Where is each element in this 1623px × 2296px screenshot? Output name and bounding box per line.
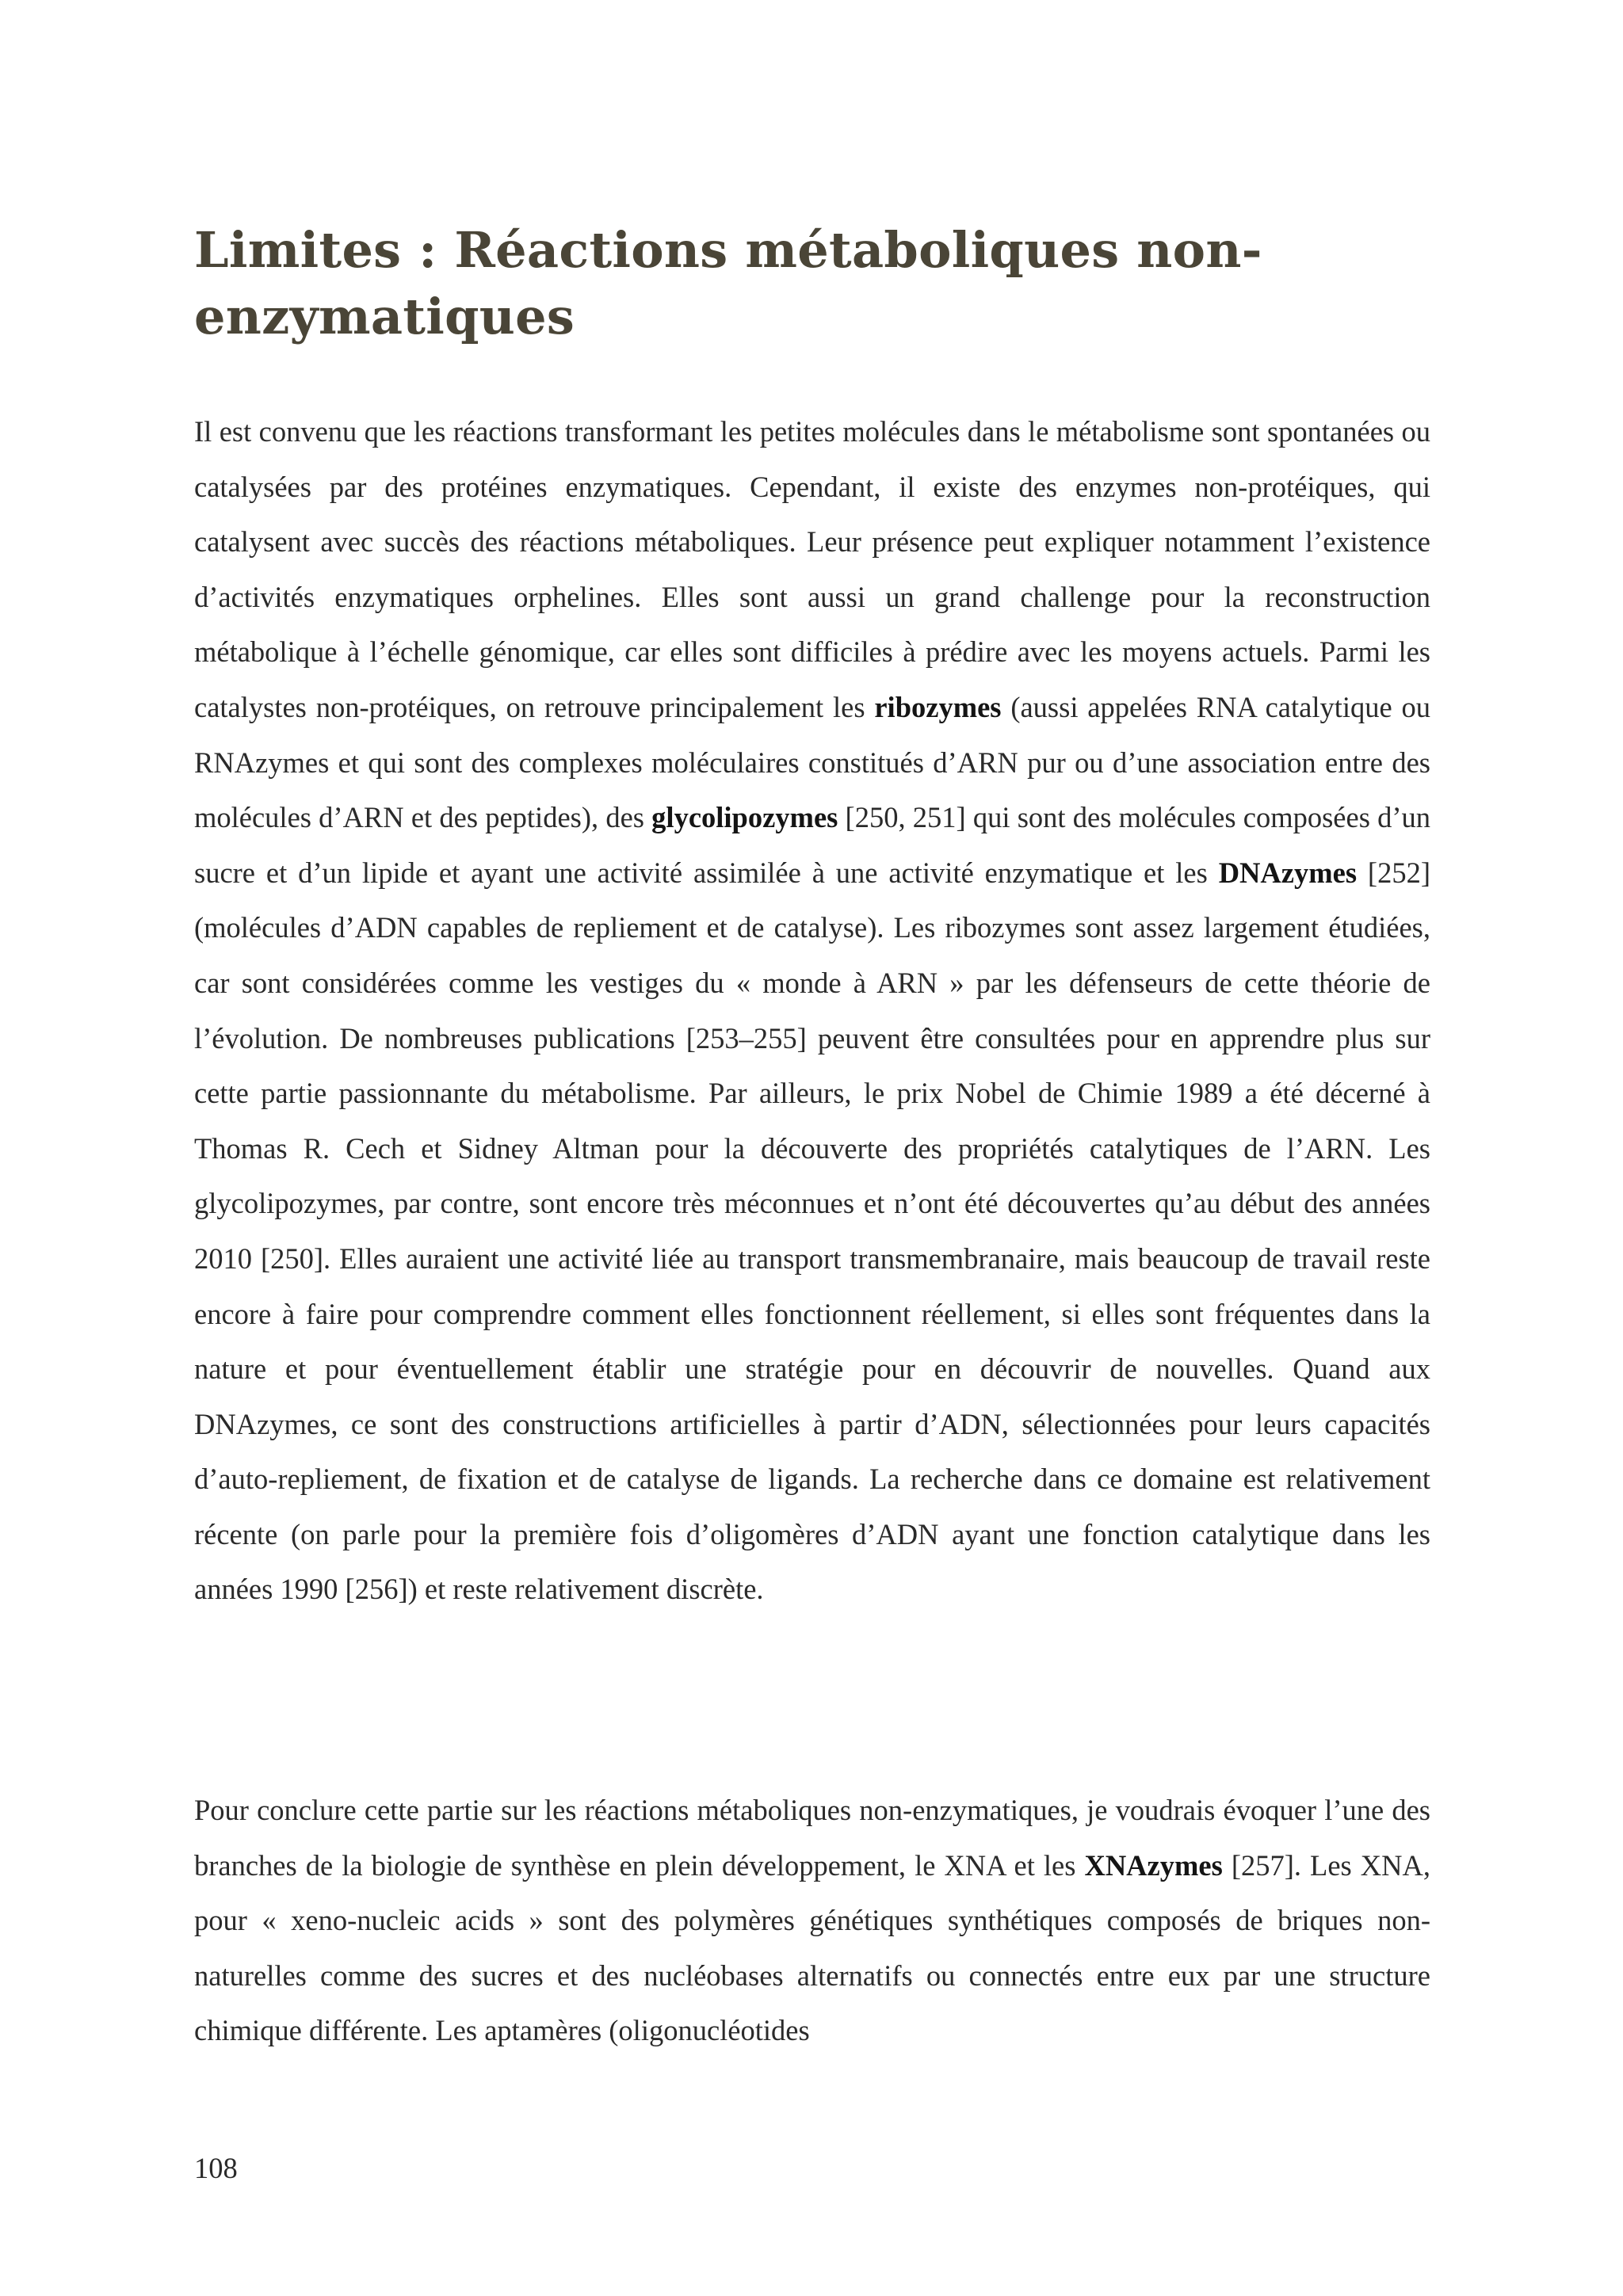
term-glycolipozymes: glycolipozymes [651,801,838,834]
section-title-line-2: enzymatiques [194,288,575,345]
paragraph-1-text-3: [250, 251] qui sont des molécules composées d’un sucre et d’un lipide et ayant une activité assimilée à une activité enzymatique et les [194,801,1431,889]
paragraph-2 [194,1783,1430,2058]
page-number: 108 [194,2152,238,2184]
term-dnazymes: DNAzymes [1218,856,1358,889]
paragraph-2-text-2: [257]. Les XNA, pour « xeno-nucleic acids » sont des polymères génétiques synthétiques composés de briques non-naturelles comme des sucres et des nucléobases alternatifs ou connectés entre eux par une structure chimique différente. Les aptamères (oligonucléotides [194,1848,1430,2047]
section-title-line-1: Limites : Réactions métaboliques non- [194,221,1262,279]
paragraph-1-text-1: Il est convenu que les réactions transformant les petites molécules dans le métabolisme sont spontanées ou catalysées par des protéines enzymatiques. Cependant, il existe des enzymes non-protéiques, qui catalysent avec succès des réactions métaboliques. Leur présence peut expliquer notamment l’existence d’activités enzymatiques orphelines. Elles sont aussi un grand challenge pour la reconstruction métabolique à l’échelle génomique, car elles sont difficiles à prédire avec les moyens actuels. Parmi les catalystes non-protéiques, on retrouve principalement les [194,415,1430,723]
paragraph-2-text-1: Pour conclure cette partie sur les réactions métaboliques non-enzymatiques, je voudrais évoquer l’une des branches de la biologie de synthèse en plein développement, le XNA et les [194,1794,1430,1882]
paragraph-1-text-4: [252] (molécules d’ADN capables de repliement et de catalyse). Les ribozymes sont assez largement étudiées, car sont considérées comme les vestiges du « monde à ARN » par les défenseurs de cette théorie de l’évolution. De nombreuses publications [253–255] peuvent être consultées pour en apprendre plus sur cette partie passionnante du métabolisme. Par ailleurs, le prix Nobel de Chimie 1989 a été décerné à Thomas R. Cech et Sidney Altman pour la découverte des propriétés catalytiques de l’ARN. Les glycolipozymes, par contre, sont encore très méconnues et n’ont été découvertes qu’au début des années 2010 [250]. Elles auraient une activité liée au transport transmembranaire, mais beaucoup de travail reste encore à faire pour comprendre comment elles fonctionnent réellement, si elles sont fréquentes dans la nature et pour éventuellement établir une stratégie pour en découvrir de nouvelles. Quand aux DNAzymes, ce sont des constructions artificielles à partir d’ADN, sélectionnées pour leurs capacités d’auto-repliement, de fixation et de catalyse de ligands. La recherche dans ce domaine est relativement récente (on parle pour la première fois d’oligomères d’ADN ayant une fonction catalytique dans les années 1990 [256]) et reste relativement discrète. [194,856,1430,1606]
paragraph-1 [194,404,1430,1617]
section-title [194,217,1430,350]
paragraph-1-text-2: (aussi appelées RNA catalytique ou RNAzymes et qui sont des complexes moléculaires constitués d’ARN pur ou d’une association entre des molécules d’ARN et des peptides), des [194,690,1431,834]
term-ribozymes: ribozymes [874,690,1002,723]
term-xnazymes: XNAzymes [1084,1848,1223,1882]
